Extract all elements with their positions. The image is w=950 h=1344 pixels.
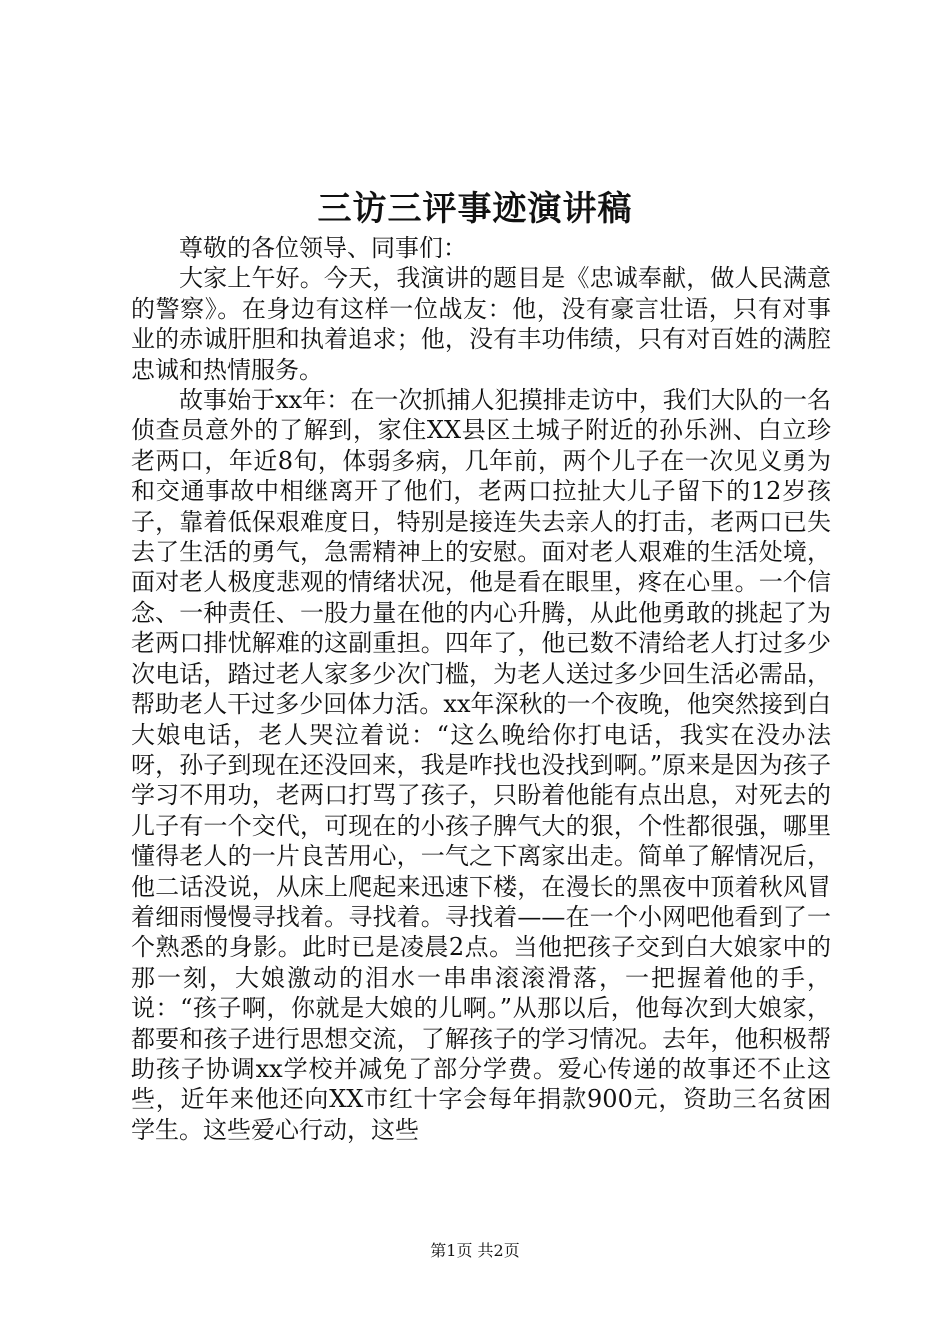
page-footer: 第1页 共2页: [430, 1241, 520, 1260]
paragraph-1: 大家上午好。今天，我演讲的题目是《忠诚奉献，做人民满意的警察》。在身边有这样一位战友：他，没有豪言壮语，只有对事业的赤诚肝胆和执着追求；他，没有丰功伟绩，只有对百姓的满腔忠诚和热情服务。: [131, 264, 831, 384]
document-title: 三访三评事迹演讲稿: [317, 189, 633, 229]
document-body: [131, 233, 831, 1145]
paragraph-2: 故事始于xx年：在一次抓捕人犯摸排走访中，我们大队的一名侦查员意外的了解到，家住XX县区土城子附近的孙乐洲、白立珍老两口，年近8旬，体弱多病，几年前，两个儿子在一次见义勇为和交通事故中相继离开了他们，老两口拉扯大儿子留下的12岁孩子，靠着低保艰难度日，特别是接连失去亲人的打击，老两口已失去了生活的勇气，急需精神上的安慰。面对老人艰难的生活处境，面对老人极度悲观的情绪状况，他是看在眼里，疼在心里。一个信念、一种责任、一股力量在他的内心升腾，从此他勇敢的挑起了为老两口排忧解难的这副重担。四年了，他已数不清给老人打过多少次电话，踏过老人家多少次门槛，为老人送过多少回生活必需品，帮助老人干过多少回体力活。xx年深秋的一个夜晚，他突然接到白大娘电话，老人哭泣着说：“这么晚给你打电话，我实在没办法呀，孙子到现在还没回来，我是咋找也没找到啊。”原来是因为孩子学习不用功，老两口打骂了孩子，只盼着他能有点出息，对死去的儿子有一个交代，可现在的小孩子脾气大的狠，个性都很强，哪里懂得老人的一片良苦用心，一气之下离家出走。简单了解情况后，他二话没说，从床上爬起来迅速下楼，在漫长的黑夜中顶着秋风冒着细雨慢慢寻找着。寻找着。寻找着——在一个小网吧他看到了一个熟悉的身影。此时已是凌晨2点。当他把孩子交到白大娘家中的那一刻，大娘激动的泪水一串串滚滚滑落，一把握着他的手，说：“孩子啊，你就是大娘的儿啊。”从那以后，他每次到大娘家，都要和孩子进行思想交流，了解孩子的学习情况。去年，他积极帮助孩子协调xx学校并减免了部分学费。爱心传递的故事还不止这些，近年来他还向XX市红十字会每年捐款900元，资助三名贫困学生。这些爱心行动，这些: [131, 386, 831, 1144]
salutation: 尊敬的各位领导、同事们：: [179, 234, 467, 262]
